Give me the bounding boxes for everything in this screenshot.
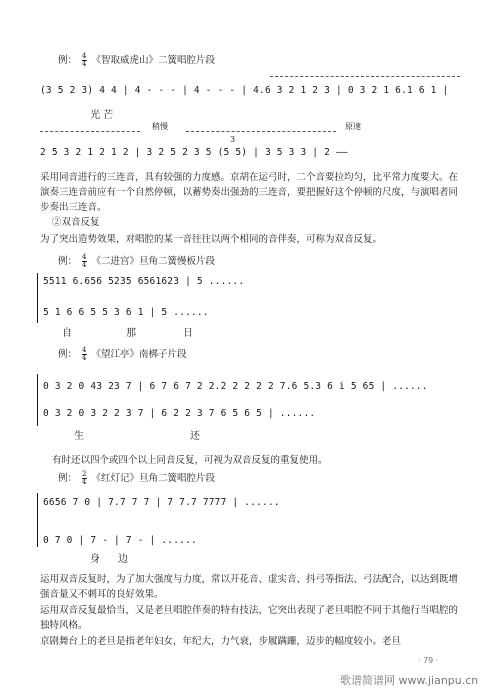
score-upper-staff: 6656 7 0 | 7.7 7 7 | 7 7.7 7777 | ...... bbox=[43, 497, 280, 508]
time-signature: $\frac{4}{4}$ bbox=[82, 346, 87, 362]
lyric: 生 bbox=[74, 431, 84, 442]
example-title: 《智取威虎山》二簧唱腔片段 bbox=[91, 55, 216, 66]
lyric-row-1: 光 芒 bbox=[90, 110, 114, 121]
paragraph-laodan-role: 京剧舞台上的老旦是指老年妇女，年纪大，力气衰，步履蹒跚，迈步的幅度较小。老旦 bbox=[40, 636, 402, 647]
time-signature: $\frac{2}{4}$ bbox=[82, 470, 87, 486]
score-upper-staff: 0 3 2 0 43 23 7 | 6 7 6 7 2 2.2 2 2 2 2 7.6 5.3 6 i 5 65 | ...... bbox=[43, 381, 428, 392]
time-signature: $\frac{4}{4}$ bbox=[82, 253, 87, 269]
paragraph-repetition: 有时还以四个或四个以上同音反复，可视为双音反复的重复使用。 bbox=[52, 455, 328, 466]
example-label: 例： bbox=[58, 349, 78, 360]
phrase-line bbox=[270, 76, 460, 77]
tempo-mark-original: 原速 bbox=[345, 122, 361, 131]
example3-caption bbox=[58, 346, 187, 362]
lyric: 还 bbox=[190, 431, 200, 442]
tempo-mark-slow: 稍慢 bbox=[152, 122, 168, 131]
example-title: 《望江亭》南梆子片段 bbox=[91, 349, 187, 360]
example-label: 例： bbox=[58, 256, 78, 267]
score-upper-staff: 5511 6.656 5235 6561623 | 5 ...... bbox=[43, 276, 245, 287]
system-brace bbox=[37, 493, 38, 547]
triplet-mark: 3 bbox=[230, 135, 236, 144]
paragraph-fingering: 运用双音反复时，为了加大强度与力度，常以开花音、虚实音、抖弓等指法、弓法配合，以达到既增强音量又不刺耳的良好效果。 bbox=[40, 574, 459, 600]
example-label: 例： bbox=[58, 473, 78, 484]
example-label: 例： bbox=[58, 55, 78, 66]
score-lower-staff: 5 1 6 6 5 5 3 6 1 | 5 ...... bbox=[43, 307, 209, 318]
page-number: · 79 · bbox=[418, 656, 439, 665]
example-title: 《红灯记》旦角二簧唱腔片段 bbox=[91, 473, 216, 484]
time-signature: $\frac{4}{4}$ bbox=[82, 52, 87, 68]
score-row-1: (3 5 2 3) 4 4 | 4 - - - | 4 - - - | 4.6 3 2 1 2 3 | 0 3 2 1 6.1 6 1 | bbox=[40, 85, 449, 96]
example4-caption bbox=[58, 470, 215, 486]
lyric: 身 bbox=[90, 554, 100, 565]
lyric: 日 bbox=[183, 328, 193, 339]
system-brace bbox=[37, 273, 38, 323]
paragraph-triplets: 采用同音进行的三连音，具有较强的力度感。京胡在运弓时，二个音要拉均匀，比平常力度要大。在演奏三连音前应有一个自然停顿，以蓄势奏出强劲的三连音，要把握好这个停顿的尺度，与演唱者同步奏出三连音。 bbox=[40, 172, 459, 213]
section-heading: ②双音反复 bbox=[52, 217, 100, 228]
watermark: 歌谱简谱网 www.jianpu.cn bbox=[340, 674, 479, 687]
lyric: 边 bbox=[118, 554, 128, 565]
paragraph-laodan-technique: 运用双音反复最恰当，又是老旦唱腔伴奏的特有技法，它突出表现了老旦唱腔不同于其他行当唱腔的独特风格。 bbox=[40, 605, 459, 631]
score-row-2: 2 5 3 2 1 2 1 2 | 3 2 5 2 3 5 (5 5) | 3 5 3 3 | 2 —— bbox=[40, 147, 348, 158]
example2-caption bbox=[58, 253, 215, 269]
example1-caption bbox=[58, 52, 215, 68]
score-lower-staff: 0 3 2 0 3 2 2 3 7 | 6 2 2 3 7 6 5 6 5 | ...... bbox=[43, 408, 316, 419]
lyric: 那 bbox=[126, 328, 136, 339]
score-lower-staff: 0 7 0 | 7 - | 7 - | ...... bbox=[43, 535, 197, 546]
lyric: 自 bbox=[62, 328, 72, 339]
section-description: 为了突出造势效果，对唱腔的某一音往往以两个相同的音伴奏，可称为双音反复。 bbox=[40, 234, 383, 245]
tempo-line-mid bbox=[186, 131, 336, 132]
tempo-line-left bbox=[40, 131, 140, 132]
system-brace bbox=[37, 374, 38, 426]
example-title: 《二进宫》旦角二簧慢板片段 bbox=[91, 256, 216, 267]
